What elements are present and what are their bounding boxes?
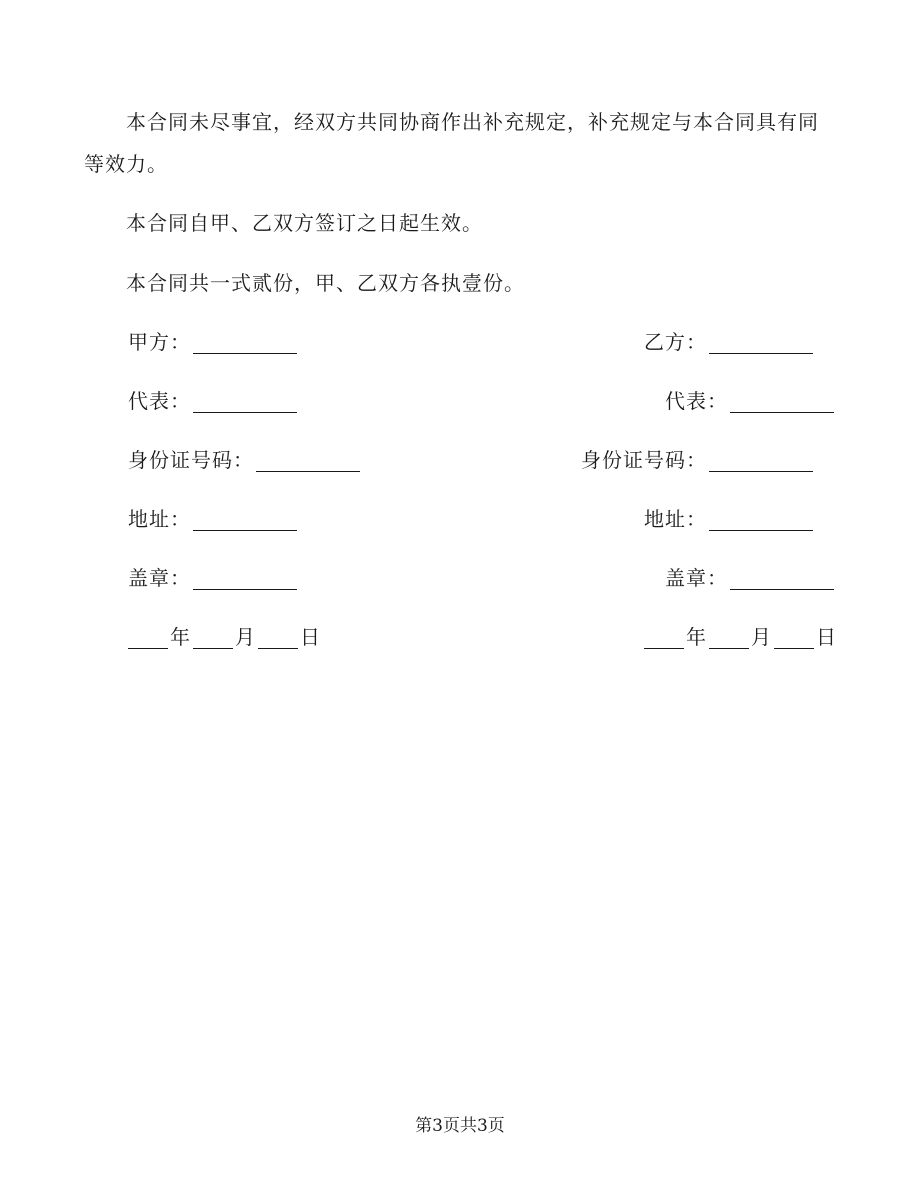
party-a-year-blank[interactable] bbox=[128, 628, 168, 649]
party-b-seal-label: 盖章： bbox=[665, 566, 728, 590]
party-a-seal-row bbox=[128, 566, 297, 590]
party-b-address-row bbox=[644, 507, 813, 531]
party-b-rep-row bbox=[665, 389, 834, 413]
party-b-month-label: 月 bbox=[751, 625, 772, 649]
party-a-month-label: 月 bbox=[235, 625, 256, 649]
party-b-address-blank[interactable] bbox=[709, 510, 813, 531]
party-a-id-blank[interactable] bbox=[256, 451, 360, 472]
party-b-year-label: 年 bbox=[686, 625, 707, 649]
party-a-seal-blank[interactable] bbox=[193, 569, 297, 590]
party-b-id-row bbox=[581, 448, 813, 472]
party-a-id-row bbox=[128, 448, 360, 472]
party-a-name-blank[interactable] bbox=[193, 333, 297, 354]
party-b-seal-blank[interactable] bbox=[730, 569, 834, 590]
party-a-day-label: 日 bbox=[300, 625, 321, 649]
party-b-rep-label: 代表： bbox=[665, 389, 728, 413]
party-a-day-blank[interactable] bbox=[258, 628, 298, 649]
page-number: 第3页共3页 bbox=[415, 1116, 505, 1136]
party-a-id-label: 身份证号码： bbox=[128, 448, 254, 472]
party-a-rep-blank[interactable] bbox=[193, 392, 297, 413]
party-b-name-label: 乙方： bbox=[644, 330, 707, 354]
party-a-name-row bbox=[128, 330, 297, 354]
party-b-seal-row bbox=[665, 566, 834, 590]
party-a-seal-label: 盖章： bbox=[128, 566, 191, 590]
party-b-address-label: 地址： bbox=[644, 507, 707, 531]
party-a-address-row bbox=[128, 507, 297, 531]
party-b-month-blank[interactable] bbox=[709, 628, 749, 649]
party-b-name-blank[interactable] bbox=[709, 333, 813, 354]
party-b-id-blank[interactable] bbox=[709, 451, 813, 472]
clause-effective-date: 本合同自甲、乙双方签订之日起生效。 bbox=[126, 211, 483, 235]
party-a-address-label: 地址： bbox=[128, 507, 191, 531]
party-a-rep-row bbox=[128, 389, 297, 413]
party-a-month-blank[interactable] bbox=[193, 628, 233, 649]
party-a-date-row bbox=[128, 625, 321, 649]
party-b-day-blank[interactable] bbox=[774, 628, 814, 649]
party-a-year-label: 年 bbox=[170, 625, 191, 649]
clause-copies: 本合同共一式贰份，甲、乙双方各执壹份。 bbox=[126, 271, 525, 295]
party-a-name-label: 甲方： bbox=[128, 330, 191, 354]
party-b-name-row bbox=[644, 330, 813, 354]
party-a-rep-label: 代表： bbox=[128, 389, 191, 413]
party-a-address-blank[interactable] bbox=[193, 510, 297, 531]
party-b-id-label: 身份证号码： bbox=[581, 448, 707, 472]
party-b-year-blank[interactable] bbox=[644, 628, 684, 649]
party-b-rep-blank[interactable] bbox=[730, 392, 834, 413]
party-b-day-label: 日 bbox=[816, 625, 837, 649]
clause-supplementary: 本合同未尽事宜，经双方共同协商作出补充规定，补充规定与本合同具有同等效力。 bbox=[84, 110, 819, 176]
party-b-date-row bbox=[644, 625, 837, 649]
